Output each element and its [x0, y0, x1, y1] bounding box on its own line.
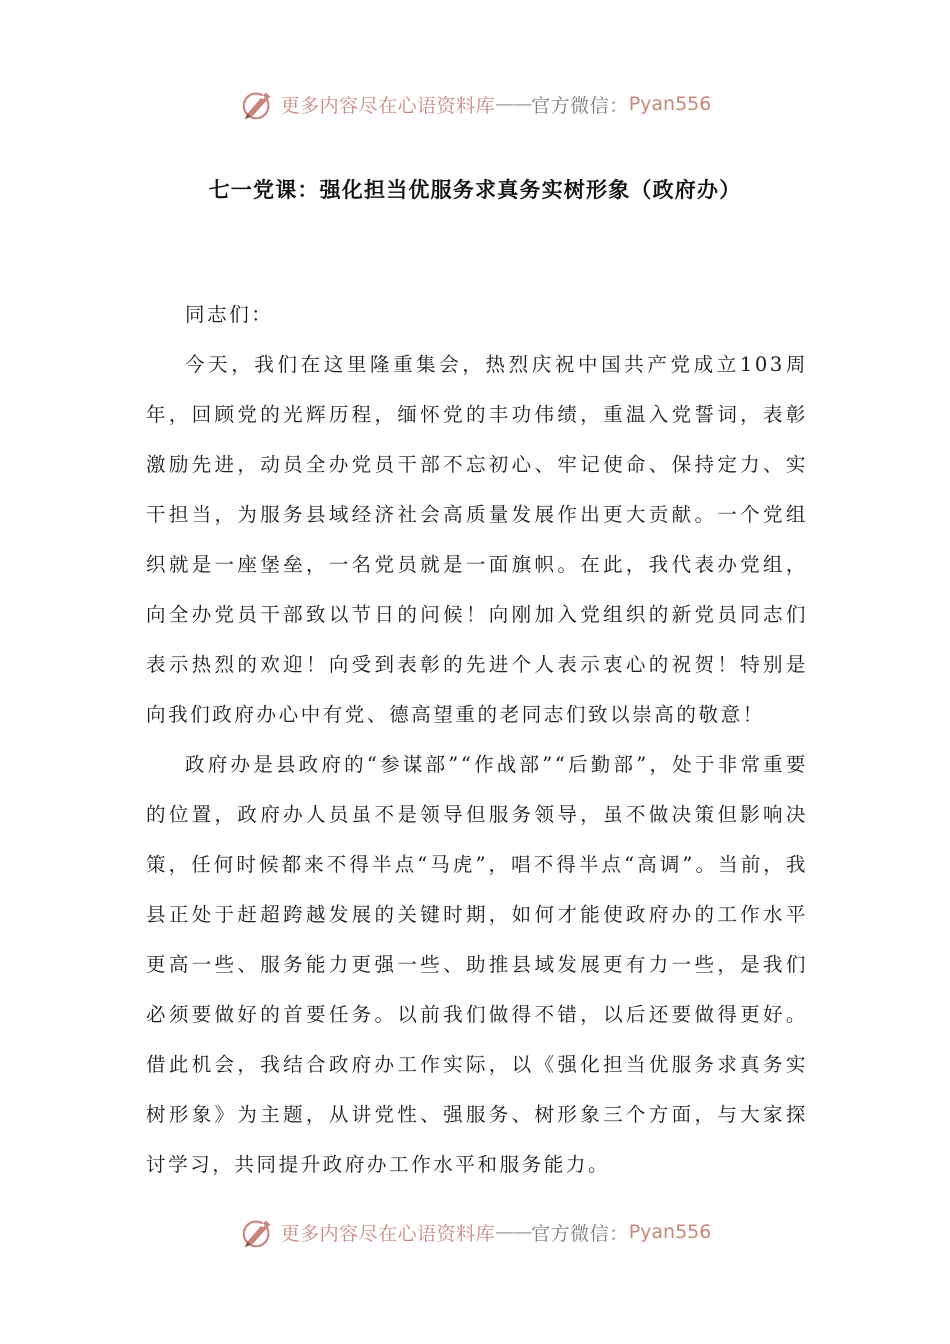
watermark-separator: —— [495, 93, 532, 115]
document-body [146, 290, 808, 1190]
watermark-site-text: 更多内容尽在心语资料库 [280, 1222, 496, 1245]
body-paragraph: 今天，我们在这里隆重集会，热烈庆祝中国共产党成立103周年，回顾党的光辉历程，缅怀党的丰功伟绩，重温入党誓词，表彰激励先进，动员全办党员干部不忘初心、牢记使命、保持定力、实干担当，为服务县域经济社会高质量发展作出更大贡献。一个党组织就是一座堡垒，一名党员就是一面旗帜。在此，我代表办党组，向全办党员干部致以节日的问候！向刚加入党组织的新党员同志们表示热烈的欢迎！向受到表彰的先进个人表示衷心的祝贺！特别是向我们政府办心中有党、德高望重的老同志们致以崇高的敬意！ [146, 353, 808, 726]
header-watermark [0, 84, 950, 124]
footer-watermark [0, 1212, 950, 1252]
salutation: 同志们： [185, 303, 274, 326]
watermark-label-text: 官方微信： [531, 94, 629, 117]
pen-quill-icon [239, 1213, 277, 1251]
watermark-wechat-id: Pyan556 [628, 1221, 712, 1243]
document-title: 七一党课：强化担当优服务求真务实树形象（政府办） [208, 178, 742, 202]
body-paragraph: 政府办是县政府的“参谋部”“作战部”“后勤部”，处于非常重要的位置，政府办人员虽不是领导但服务领导，虽不做决策但影响决策，任何时候都来不得半点“马虎”，唱不得半点“高调”。当前，我县正处于赶超跨越发展的关键时期，如何才能使政府办的工作水平更高一些、服务能力更强一些、助推县域发展更有力一些，是我们必须要做好的首要任务。以前我们做得不错，以后还要做得更好。借此机会，我结合政府办工作实际，以《强化担当优服务求真务实树形象》为主题，从讲党性、强服务、树形象三个方面，与大家探讨学习，共同提升政府办工作水平和服务能力。 [146, 753, 808, 1176]
watermark-separator: —— [495, 1221, 532, 1243]
pen-quill-icon [239, 85, 277, 123]
watermark-label-text: 官方微信： [531, 1222, 629, 1245]
watermark-wechat-id: Pyan556 [628, 93, 712, 115]
watermark-site-text: 更多内容尽在心语资料库 [280, 94, 496, 117]
